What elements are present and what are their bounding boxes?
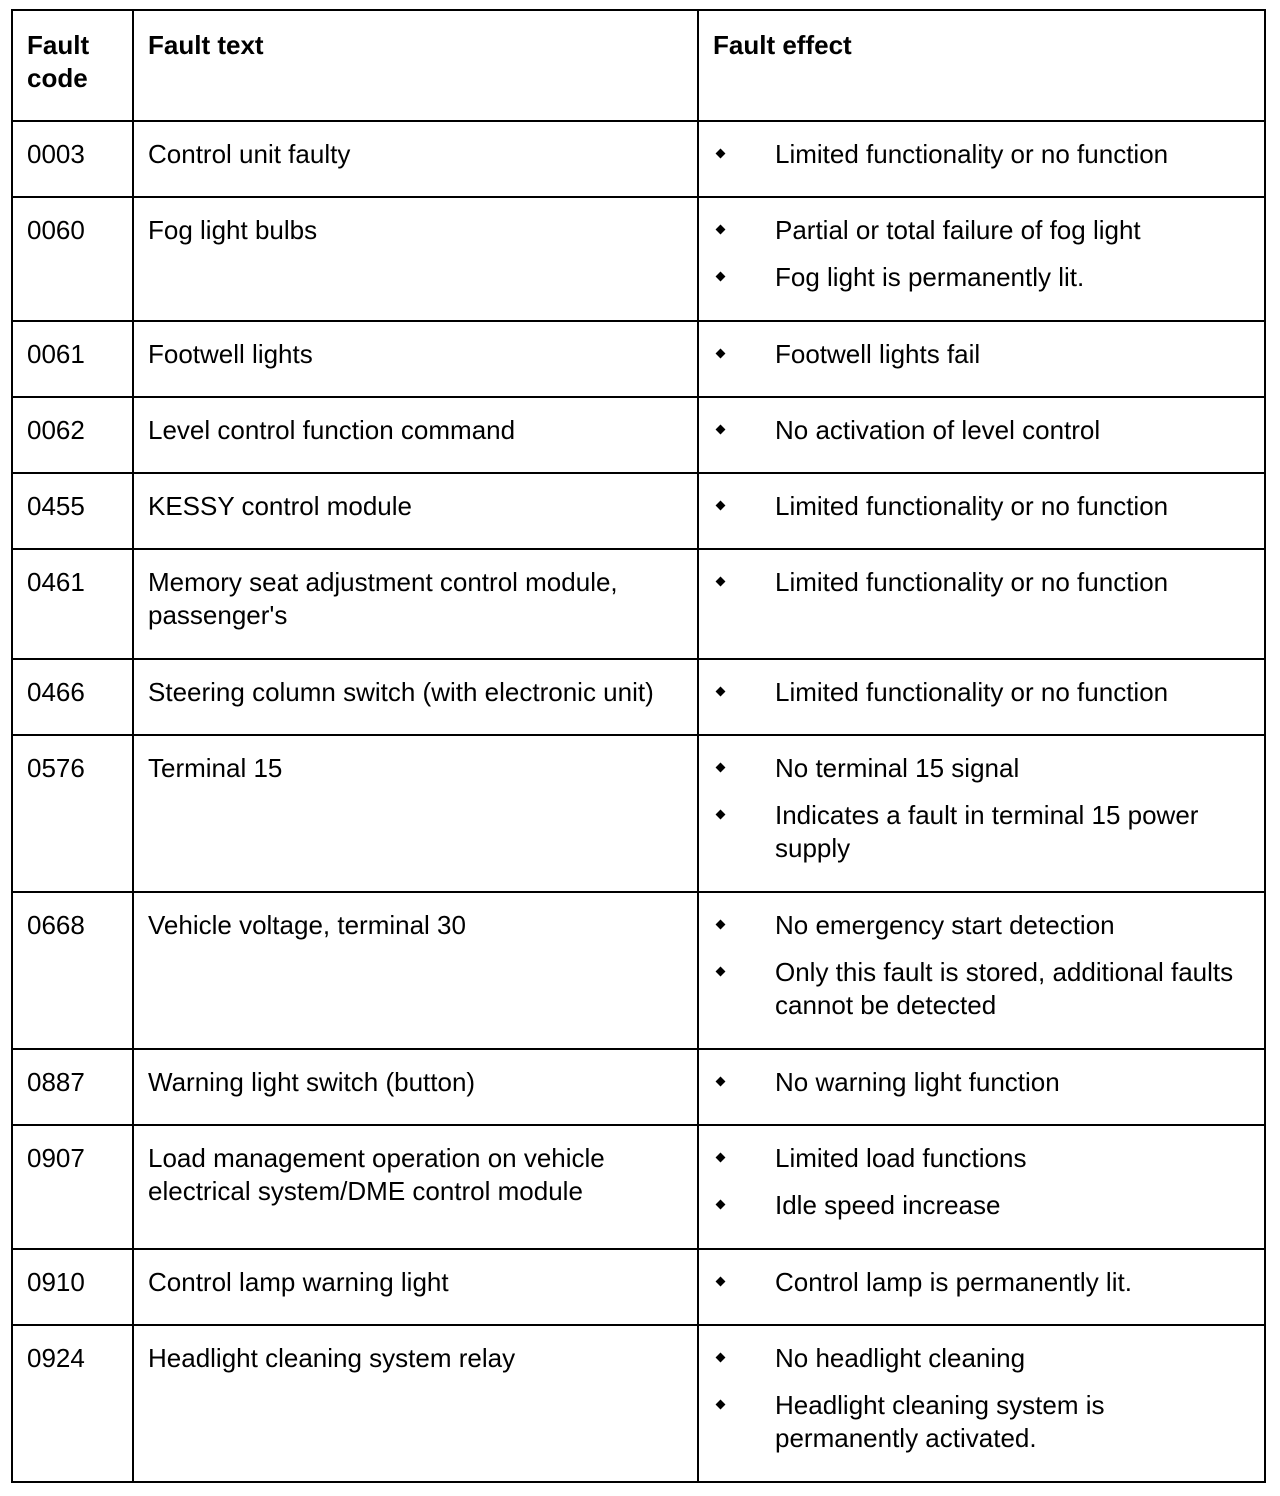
table-row <box>12 321 1265 397</box>
fault-text-cell: KESSY control module <box>133 473 698 549</box>
fault-code-cell: 0910 <box>12 1249 133 1325</box>
fault-effect-list <box>713 1142 1252 1222</box>
diamond-bullet-icon <box>716 1200 726 1210</box>
table-row <box>12 1325 1265 1482</box>
table-row <box>12 473 1265 549</box>
diamond-bullet-icon <box>716 1153 726 1163</box>
list-item <box>713 566 1252 599</box>
diamond-bullet-icon <box>716 1077 726 1087</box>
fault-effect-cell <box>698 892 1265 1049</box>
list-item <box>713 1066 1252 1099</box>
fault-code-cell: 0466 <box>12 659 133 735</box>
fault-code-cell: 0907 <box>12 1125 133 1249</box>
list-item <box>713 909 1252 942</box>
list-item <box>713 414 1252 447</box>
table-row <box>12 892 1265 1049</box>
fault-effect-text: No headlight cleaning <box>775 1343 1026 1373</box>
table-header-row <box>12 10 1265 121</box>
fault-effect-text: No warning light function <box>775 1067 1060 1097</box>
fault-effect-cell <box>698 1249 1265 1325</box>
fault-effect-cell <box>698 197 1265 321</box>
fault-effect-text: Headlight cleaning system is permanently activated. <box>775 1390 1105 1453</box>
fault-effect-text: Limited load functions <box>775 1143 1027 1173</box>
fault-text-cell: Footwell lights <box>133 321 698 397</box>
table-row <box>12 659 1265 735</box>
diamond-bullet-icon <box>716 1277 726 1287</box>
fault-effect-cell <box>698 549 1265 659</box>
table-row <box>12 1049 1265 1125</box>
fault-effect-cell <box>698 1125 1265 1249</box>
fault-text-cell: Control unit faulty <box>133 121 698 197</box>
fault-code-table <box>11 9 1266 1483</box>
list-item <box>713 1142 1252 1175</box>
diamond-bullet-icon <box>716 577 726 587</box>
fault-effect-list <box>713 566 1252 599</box>
fault-text-cell: Vehicle voltage, terminal 30 <box>133 892 698 1049</box>
list-item <box>713 138 1252 171</box>
fault-effect-text: Limited functionality or no function <box>775 491 1169 521</box>
list-item <box>713 338 1252 371</box>
fault-text-cell: Steering column switch (with electronic unit) <box>133 659 698 735</box>
fault-effect-cell <box>698 735 1265 892</box>
fault-effect-cell <box>698 321 1265 397</box>
fault-effect-list <box>713 214 1252 294</box>
table-row <box>12 735 1265 892</box>
fault-effect-list <box>713 676 1252 709</box>
list-item <box>713 1266 1252 1299</box>
fault-text-cell: Level control function command <box>133 397 698 473</box>
table-row <box>12 1125 1265 1249</box>
diamond-bullet-icon <box>716 349 726 359</box>
header-fault-effect: Fault effect <box>698 10 1265 121</box>
list-item <box>713 956 1252 1022</box>
fault-effect-list <box>713 490 1252 523</box>
fault-effect-text: Fog light is permanently lit. <box>775 262 1085 292</box>
fault-code-cell: 0003 <box>12 121 133 197</box>
list-item <box>713 799 1252 865</box>
fault-effect-list <box>713 909 1252 1022</box>
fault-effect-list <box>713 752 1252 865</box>
diamond-bullet-icon <box>716 501 726 511</box>
fault-effect-cell <box>698 659 1265 735</box>
header-fault-code: Fault code <box>12 10 133 121</box>
fault-effect-cell <box>698 397 1265 473</box>
table-row <box>12 1249 1265 1325</box>
fault-text-cell: Warning light switch (button) <box>133 1049 698 1125</box>
fault-effect-text: Only this fault is stored, additional faults cannot be detected <box>775 957 1234 1020</box>
fault-text-cell: Headlight cleaning system relay <box>133 1325 698 1482</box>
fault-text-cell: Memory seat adjustment control module, passenger's <box>133 549 698 659</box>
list-item <box>713 752 1252 785</box>
list-item <box>713 490 1252 523</box>
fault-code-cell: 0461 <box>12 549 133 659</box>
fault-effect-list <box>713 1066 1252 1099</box>
diamond-bullet-icon <box>716 920 726 930</box>
list-item <box>713 1389 1252 1455</box>
fault-effect-text: No emergency start detection <box>775 910 1115 940</box>
fault-text-cell: Load management operation on vehicle electrical system/DME control module <box>133 1125 698 1249</box>
fault-effect-list <box>713 338 1252 371</box>
table-row <box>12 197 1265 321</box>
table-row <box>12 549 1265 659</box>
header-fault-text: Fault text <box>133 10 698 121</box>
fault-effect-text: Limited functionality or no function <box>775 139 1169 169</box>
fault-text-cell: Fog light bulbs <box>133 197 698 321</box>
diamond-bullet-icon <box>716 225 726 235</box>
table-row <box>12 397 1265 473</box>
fault-code-cell: 0576 <box>12 735 133 892</box>
fault-text-cell: Control lamp warning light <box>133 1249 698 1325</box>
diamond-bullet-icon <box>716 810 726 820</box>
fault-code-cell: 0061 <box>12 321 133 397</box>
diamond-bullet-icon <box>716 967 726 977</box>
fault-code-cell: 0668 <box>12 892 133 1049</box>
fault-effect-text: Limited functionality or no function <box>775 677 1169 707</box>
fault-effect-cell <box>698 1049 1265 1125</box>
fault-effect-text: Partial or total failure of fog light <box>775 215 1141 245</box>
diamond-bullet-icon <box>716 149 726 159</box>
table-body <box>12 121 1265 1482</box>
fault-effect-text: No terminal 15 signal <box>775 753 1020 783</box>
fault-code-cell: 0062 <box>12 397 133 473</box>
diamond-bullet-icon <box>716 425 726 435</box>
list-item <box>713 676 1252 709</box>
fault-code-cell: 0887 <box>12 1049 133 1125</box>
fault-text-cell: Terminal 15 <box>133 735 698 892</box>
list-item <box>713 261 1252 294</box>
diamond-bullet-icon <box>716 272 726 282</box>
diamond-bullet-icon <box>716 763 726 773</box>
diamond-bullet-icon <box>716 687 726 697</box>
list-item <box>713 1342 1252 1375</box>
fault-effect-text: Indicates a fault in terminal 15 power supply <box>775 800 1199 863</box>
fault-effect-text: Footwell lights fail <box>775 339 981 369</box>
fault-effect-list <box>713 1342 1252 1455</box>
table-row <box>12 121 1265 197</box>
fault-effect-cell <box>698 1325 1265 1482</box>
fault-code-cell: 0455 <box>12 473 133 549</box>
fault-effect-cell <box>698 473 1265 549</box>
diamond-bullet-icon <box>716 1353 726 1363</box>
fault-effect-text: No activation of level control <box>775 415 1101 445</box>
fault-effect-text: Limited functionality or no function <box>775 567 1169 597</box>
fault-code-cell: 0060 <box>12 197 133 321</box>
diamond-bullet-icon <box>716 1400 726 1410</box>
fault-effect-text: Idle speed increase <box>775 1190 1001 1220</box>
fault-effect-cell <box>698 121 1265 197</box>
fault-effect-text: Control lamp is permanently lit. <box>775 1267 1132 1297</box>
list-item <box>713 214 1252 247</box>
list-item <box>713 1189 1252 1222</box>
fault-effect-list <box>713 414 1252 447</box>
fault-effect-list <box>713 138 1252 171</box>
fault-code-cell: 0924 <box>12 1325 133 1482</box>
fault-effect-list <box>713 1266 1252 1299</box>
